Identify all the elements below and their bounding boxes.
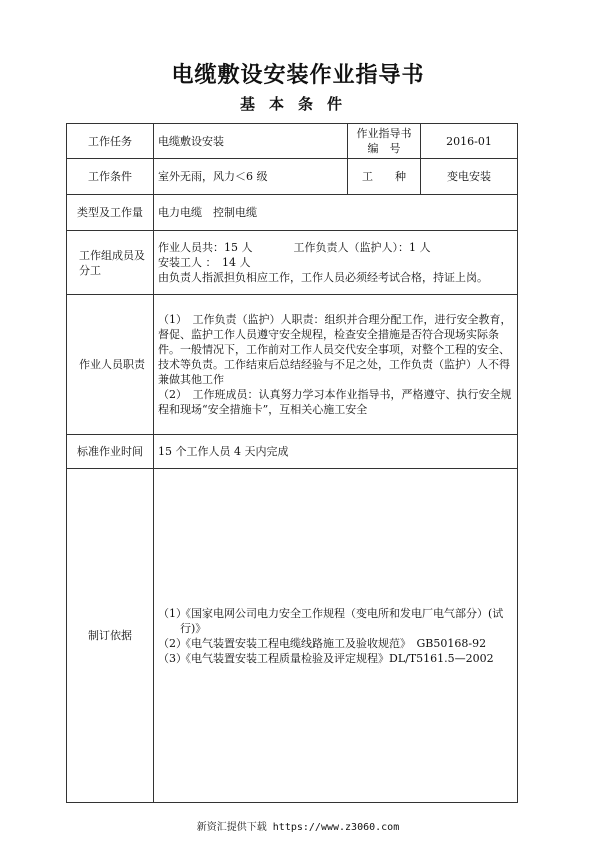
basis-value bbox=[154, 469, 518, 803]
assignment-note: 由负责人指派担负相应工作，工作人员必须经考试合格，持证上岗。 bbox=[158, 271, 488, 284]
page-subtitle: 基本条件 bbox=[239, 95, 356, 113]
download-footer: 新资汇提供下载 https://www.z3060.com bbox=[196, 822, 400, 833]
type-workload-label: 类型及工作量 bbox=[67, 195, 154, 231]
standard-time-label: 标准作业时间 bbox=[67, 435, 154, 469]
reference-text: 《电气装置安装工程电缆线路施工及验收规范》 GB50168-92 bbox=[180, 636, 487, 650]
responsibilities-value bbox=[154, 295, 518, 435]
total-workers: 作业人员共：15 人 bbox=[158, 241, 253, 254]
table-row bbox=[67, 469, 518, 803]
reference-item bbox=[158, 636, 513, 651]
reference-number: （2） bbox=[158, 636, 187, 650]
responsibilities-label: 作业人员职责 bbox=[67, 295, 154, 435]
table-row bbox=[67, 435, 518, 469]
crew-duties: （2） 工作班成员：认真努力学习本作业指导书，严格遵守、执行安全规程和现场“安全措施卡”，互相关心施工安全 bbox=[158, 388, 512, 416]
reference-number: （1） bbox=[158, 606, 187, 620]
team-size-line bbox=[158, 240, 513, 255]
work-task-value: 电缆敷设安装 bbox=[154, 124, 348, 159]
page-title: 电缆敷设安装作业指导书 bbox=[171, 63, 425, 88]
team-members-value bbox=[154, 231, 518, 295]
table-row bbox=[67, 195, 518, 231]
type-workload-value: 电力电缆 控制电缆 bbox=[154, 195, 518, 231]
table-row bbox=[67, 295, 518, 435]
trade-label: 工 种 bbox=[348, 159, 421, 195]
conditions-table bbox=[66, 123, 518, 803]
work-condition-label: 工作条件 bbox=[67, 159, 154, 195]
doc-number-value: 2016-01 bbox=[421, 124, 518, 159]
reference-number: （3） bbox=[158, 651, 187, 665]
leader-count: 工作负责人（监护人）：1 人 bbox=[293, 241, 431, 254]
team-members-label: 工作组成员及分工 bbox=[67, 231, 154, 295]
table-row bbox=[67, 124, 518, 159]
basis-label: 制订依据 bbox=[67, 469, 154, 803]
table-row bbox=[67, 159, 518, 195]
work-task-label: 工作任务 bbox=[67, 124, 154, 159]
trade-value: 变电安装 bbox=[421, 159, 518, 195]
standard-time-value: 15 个工作人员 4 天内完成 bbox=[154, 435, 518, 469]
leader-duties: （1） 工作负责（监护）人职责：组织并合理分配工作，进行安全教育，督促、监护工作人员遵守安全规程，检查安全措施是否符合现场实际条件。一般情况下，工作前对工作人员交代安全事项，对整个工程的安全、技术等负责。工作结束后总结经验与不足之处，工作负责（监护）人不得兼做其他工作 bbox=[158, 313, 512, 386]
reference-item bbox=[158, 606, 513, 636]
work-condition-value: 室外无雨，风力＜6 级 bbox=[154, 159, 348, 195]
table-row bbox=[67, 231, 518, 295]
doc-number-label: 作业指导书编 号 bbox=[348, 124, 421, 159]
reference-item bbox=[158, 651, 513, 666]
installers-line: 安装工人 ： 14 人 bbox=[158, 256, 251, 269]
reference-text: 《国家电网公司电力安全工作规程（变电所和发电厂电气部分）(试行)》 bbox=[180, 606, 504, 635]
reference-text: 《电气装置安装工程质量检验及评定规程》DL/T5161.5—2002 bbox=[180, 651, 494, 665]
